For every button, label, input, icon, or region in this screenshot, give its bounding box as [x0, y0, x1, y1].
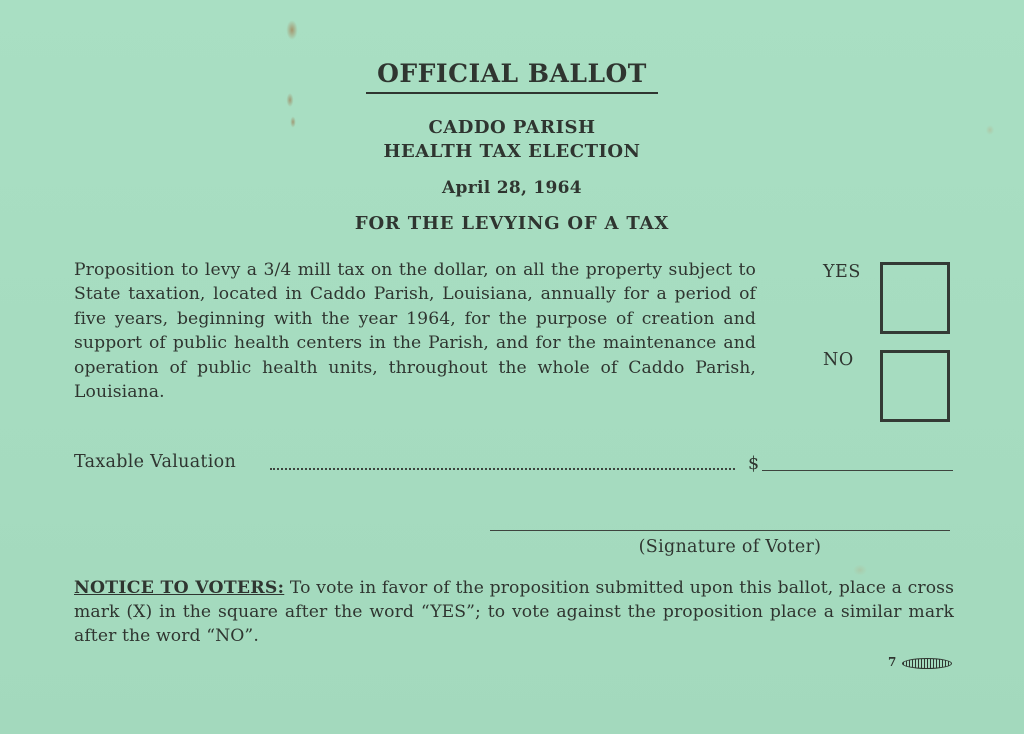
no-checkbox[interactable]: [880, 350, 950, 422]
election-name: HEALTH TAX ELECTION: [383, 141, 641, 162]
signature-label: (Signature of Voter): [638, 537, 822, 557]
notice-text: To vote in favor of the proposition submitted upon this ballot, place a cross mark (X) in the square after the word “YES”; to vote against the proposition place a similar mark after the word “NO”.: [74, 578, 954, 646]
union-label-icon: [888, 652, 954, 672]
yes-checkbox[interactable]: [880, 262, 950, 334]
proposition-text: Proposition to levy a 3/4 mill tax on the dollar, on all the property subject to State taxation, located in Caddo Parish, Louisiana, annually for a period of five years, beginning with the year 1964, for the purpose of creation and support of public health centers in the Parish, and for the maintenance and operation of public health units, throughout the whole of Caddo Parish, Louisiana.: [74, 260, 756, 403]
union-number: 7: [888, 655, 897, 669]
yes-label: YES: [823, 262, 861, 282]
taxable-valuation-field[interactable]: [762, 470, 953, 471]
currency-symbol: $: [748, 454, 760, 474]
no-label: NO: [823, 350, 854, 370]
parish-name: CADDO PARISH: [428, 117, 596, 138]
ballot-title: OFFICIAL BALLOT: [366, 58, 658, 94]
notice-heading: NOTICE TO VOTERS:: [74, 578, 285, 598]
taxable-valuation-label: Taxable Valuation: [74, 452, 237, 472]
leader-dots: [270, 468, 735, 470]
signature-field[interactable]: [490, 530, 950, 531]
ballot-purpose: FOR THE LEVYING OF A TAX: [354, 213, 670, 234]
election-date: April 28, 1964: [442, 178, 582, 198]
union-oval-icon: [902, 658, 952, 669]
notice-to-voters: [74, 576, 954, 648]
